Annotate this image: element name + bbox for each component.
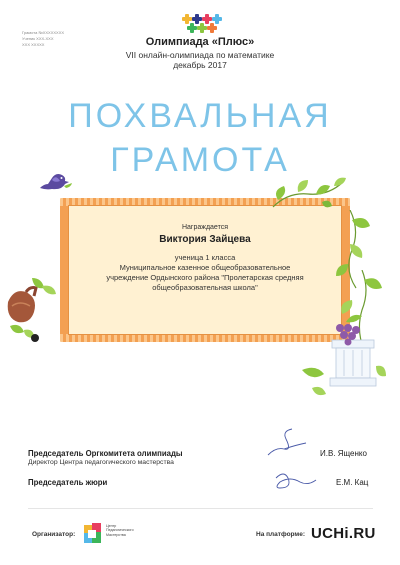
subtitle-line-2: декабрь 2017 xyxy=(173,60,227,70)
code-line-3: XXX XXXXX xyxy=(22,42,45,47)
detail-line-2: Муниципальное казенное общеобразовательное xyxy=(119,263,291,272)
title-line-1: ПОХВАЛЬНАЯ xyxy=(68,97,332,135)
olympiad-name: Олимпиада «Плюс» xyxy=(145,36,255,48)
platform-brand: UCHi.RU xyxy=(311,525,376,542)
center-name xyxy=(106,524,134,537)
detail-line-4: общеобразовательная школа" xyxy=(152,283,258,292)
code-line-1: Грамота №ХXXXXXXX xyxy=(22,30,65,35)
signature-icon xyxy=(270,466,320,496)
signature-icon xyxy=(262,425,312,465)
subtitle-line-1: VII онлайн-олимпиада по математике xyxy=(125,50,275,60)
bird-icon xyxy=(38,168,74,194)
footer-divider xyxy=(28,508,373,509)
center-line-1: Центр xyxy=(106,524,117,528)
chair-jury-role: Председатель жюри xyxy=(28,478,108,487)
chair-org-role: Председатель Оргкомитета олимпиады xyxy=(28,449,183,458)
detail-line-3: учреждение Ордынского района "Пролетарская средняя xyxy=(106,273,304,282)
olympiad-logo-icon xyxy=(182,12,222,36)
detail-line-1: ученица 1 класса xyxy=(174,253,236,262)
recipient-name: Виктория Зайцева xyxy=(159,234,251,245)
chair-org-name: И.В. Ященко xyxy=(320,449,367,458)
award-label: Награждается xyxy=(181,224,229,231)
chair-org-subtitle: Директор Центра педагогического мастерства xyxy=(28,459,174,466)
chair-jury-name: Е.М. Кац xyxy=(336,478,369,487)
platform-label: На платформе: xyxy=(256,531,306,538)
title-line-2: ГРАМОТА xyxy=(110,141,290,179)
center-line-2: Педагогического xyxy=(106,528,134,533)
organizer-label: Организатор: xyxy=(32,531,76,538)
vine-decoration-icon xyxy=(268,172,348,212)
code-line-2: Ученик XXX-XXX xyxy=(22,36,54,41)
center-line-3: Мастерства xyxy=(106,532,126,537)
column-icon xyxy=(292,270,392,402)
olympiad-subtitle xyxy=(0,50,400,70)
amphora-icon xyxy=(2,268,64,350)
center-logo-icon xyxy=(82,521,104,545)
